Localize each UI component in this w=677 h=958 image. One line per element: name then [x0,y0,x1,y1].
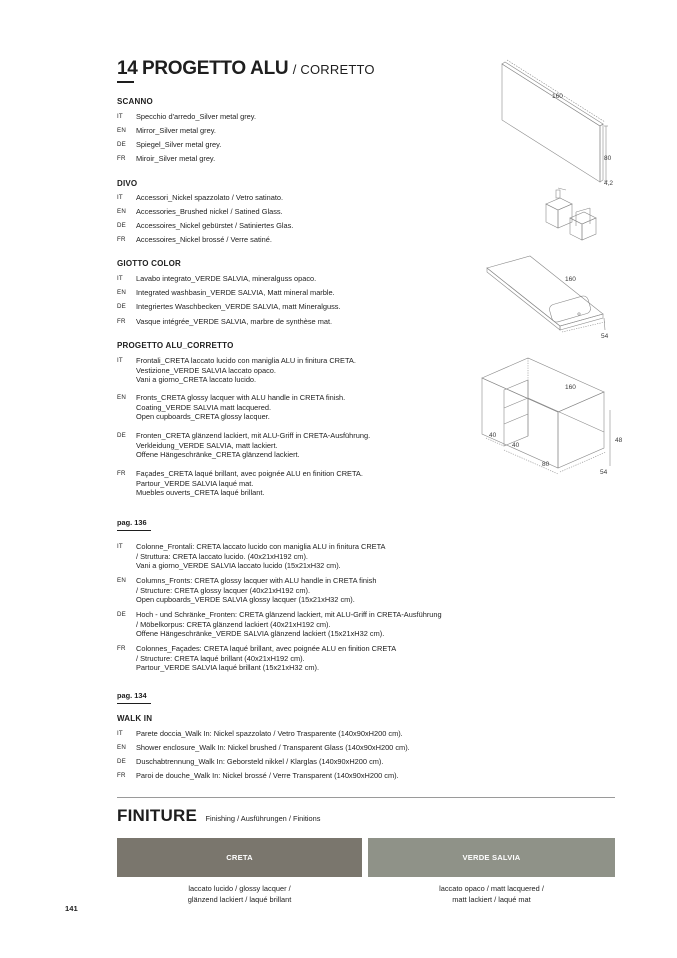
lang-label: FR [117,155,126,162]
row-text: Fronten_CRETA glänzend lackiert, mit ALU-Griff in CRETA-Ausführung. [136,431,371,440]
row-text: Frontali_CRETA laccato lucido con maniglia ALU in finitura CRETA. [136,356,356,365]
section-heading-walk-in: WALK IN [117,714,153,723]
lang-label: IT [117,543,123,550]
lang-label: DE [117,432,126,439]
section-heading-giotto-color: GIOTTO COLOR [117,259,182,268]
lang-label: DE [117,611,126,618]
row-text: Accessories_Brushed nickel / Satined Glass. [136,207,283,216]
cabinet-open-depth-label: 40 [489,432,497,439]
row-text: Duschabtrennung_Walk In: Geborsteld nikkel / Klarglas (140x90xH200 cm). [136,757,384,766]
row-text: Miroir_Silver metal grey. [136,154,216,163]
washbasin-drawing [487,256,605,332]
row-text: Accessoires_Nickel brossé / Verre satiné. [136,235,272,244]
row-text: Hoch - und Schränke_Fronten: CRETA glänzend lackiert, mit ALU-Griff in CRETA-Ausführung [136,610,442,619]
row-text: Integriertes Waschbecken_VERDE SALVIA, matt Mineralguss. [136,302,341,311]
row-text: Paroi de douche_Walk In: Nickel brossé / Verre Transparent (140x90xH200 cm). [136,771,399,780]
section-heading-scanno: SCANNO [117,97,153,106]
row-text: / Structure: CRETA laqué brillant (40x21xH192 cm). [136,653,305,663]
row-text: Spiegel_Silver metal grey. [136,140,222,149]
lang-label: FR [117,318,126,325]
cabinet-drawing [482,358,610,474]
row-text: Façades_CRETA laqué brillant, avec poignée ALU en finition CRETA. [136,469,363,478]
caption-line: glänzend lackiert / laqué brillant [187,895,292,904]
lang-label: EN [117,208,126,215]
lang-label: DE [117,303,126,310]
row-text: Partour_VERDE SALVIA laqué brillant (15x21xH32 cm). [136,663,320,673]
row-text: Colonnes_Façades: CRETA laqué brillant, avec poignée ALU en finition CRETA [136,644,397,653]
row-text: Accessori_Nickel spazzolato / Vetro satinato. [136,193,284,202]
lang-label: EN [117,289,126,296]
lang-label: FR [117,236,126,243]
lang-label: DE [117,222,126,229]
row-text: Shower enclosure_Walk In: Nickel brushed / Transparent Glass (140x90xH200 cm). [136,743,410,752]
row-text: Vasque intégrée_VERDE SALVIA, marbre de synthèse mat. [136,317,333,326]
row-text: Fronts_CRETA glossy lacquer with ALU handle in CRETA finish. [136,393,346,402]
basin-depth-label: 54 [601,333,609,340]
swatch-creta: CRETA [117,838,362,877]
lang-label: IT [117,275,123,282]
row-text: Accessoires_Nickel gebürstet / Satiniertes Glas. [136,221,294,230]
row-text: Vani a giorno_VERDE SALVIA laccato lucido (15x21xH32 cm). [136,561,341,571]
row-text: / Struttura: CRETA laccato lucido. (40x21xH192 cm). [136,551,308,561]
lang-label: EN [117,127,126,134]
row-text: / Structure: CRETA glossy lacquer (40x21xH192 cm). [136,585,311,595]
cabinet-depth-label: 54 [600,469,608,476]
swatch-verde-salvia: VERDE SALVIA [368,838,615,877]
lang-label: FR [117,470,126,477]
lang-label: DE [117,141,126,148]
row-text: Vestizione_VERDE SALVIA laccato opaco. [136,365,276,375]
caption-line: laccato lucido / glossy lacquer / [188,884,291,893]
mirror-height-label: 80 [604,155,612,162]
title-number: 14 [117,58,138,79]
row-text: Open cupboards_CRETA glossy lacquer. [136,412,270,422]
lang-label: IT [117,357,123,364]
mirror-width-label: 160 [552,93,563,100]
row-text: Mirror_Silver metal grey. [136,126,216,135]
page-number: 141 [65,904,78,913]
lang-label: EN [117,394,126,401]
cabinet-height-label: 48 [615,437,623,444]
lang-label: EN [117,744,126,751]
lang-label: IT [117,113,123,120]
caption-line: laccato opaco / matt lacquered / [439,884,544,893]
row-text: Muebles ouverts_CRETA laqué brillant. [136,488,265,498]
lang-label: FR [117,645,126,652]
lang-label: DE [117,758,126,765]
cabinet-module-label: 80 [542,461,550,468]
title-main: PROGETTO ALU [142,58,289,79]
row-text: Columns_Fronts: CRETA glossy lacquer with ALU handle in CRETA finish [136,576,377,585]
mirror-depth-label: 4,2 [604,180,614,187]
row-text: Verkleidung_VERDE SALVIA, matt lackiert. [136,440,278,450]
row-text: Vani a giorno_CRETA laccato lucido. [136,375,257,385]
row-text: Lavabo integrato_VERDE SALVIA, mineralguss opaco. [136,274,317,283]
section-heading-progetto-alu: PROGETTO ALU_CORRETTO [117,341,234,350]
accessories-drawing [546,188,596,240]
row-text: Integrated washbasin_VERDE SALVIA, Matt mineral marble. [136,288,335,297]
row-text: / Möbelkorpus: CRETA glänzend lackiert (40x21xH192 cm). [136,619,331,629]
page-reference-134: pag. 134 [117,691,147,700]
finiture-subtitle: Finishing / Ausführungen / Finitions [205,814,321,823]
row-text: Specchio d'arredo_Silver metal grey. [136,112,256,121]
row-text: Offene Hängeschränke_VERDE SALVIA glänzend lackiert (15x21xH32 cm). [136,629,385,639]
row-text: Offene Hängeschränke_CRETA glänzend lackiert. [136,450,300,460]
caption-line: matt lackiert / laqué mat [452,895,531,904]
mirror-drawing [502,60,608,182]
row-text: Coating_VERDE SALVIA matt lacquered. [136,402,272,412]
row-text: Open cupboards_VERDE SALVIA glossy lacquer (15x21xH32 cm). [136,595,355,605]
row-text: Partour_VERDE SALVIA laqué mat. [136,478,254,488]
finiture-title: FINITURE [117,806,197,825]
basin-width-label: 160 [565,276,576,283]
cabinet-open-width-label: 40 [512,442,520,449]
cabinet-width-label: 160 [565,384,576,391]
lang-label: EN [117,577,126,584]
lang-label: IT [117,194,123,201]
title-subtitle: / CORRETTO [292,62,375,77]
row-text: Colonne_Frontali: CRETA laccato lucido con maniglia ALU in finitura CRETA [136,542,386,551]
lang-label: FR [117,772,126,779]
lang-label: IT [117,730,123,737]
section-heading-divo: DIVO [117,179,138,188]
page-reference-136: pag. 136 [117,518,147,527]
row-text: Parete doccia_Walk In: Nickel spazzolato / Vetro Trasparente (140x90xH200 cm). [136,729,403,738]
